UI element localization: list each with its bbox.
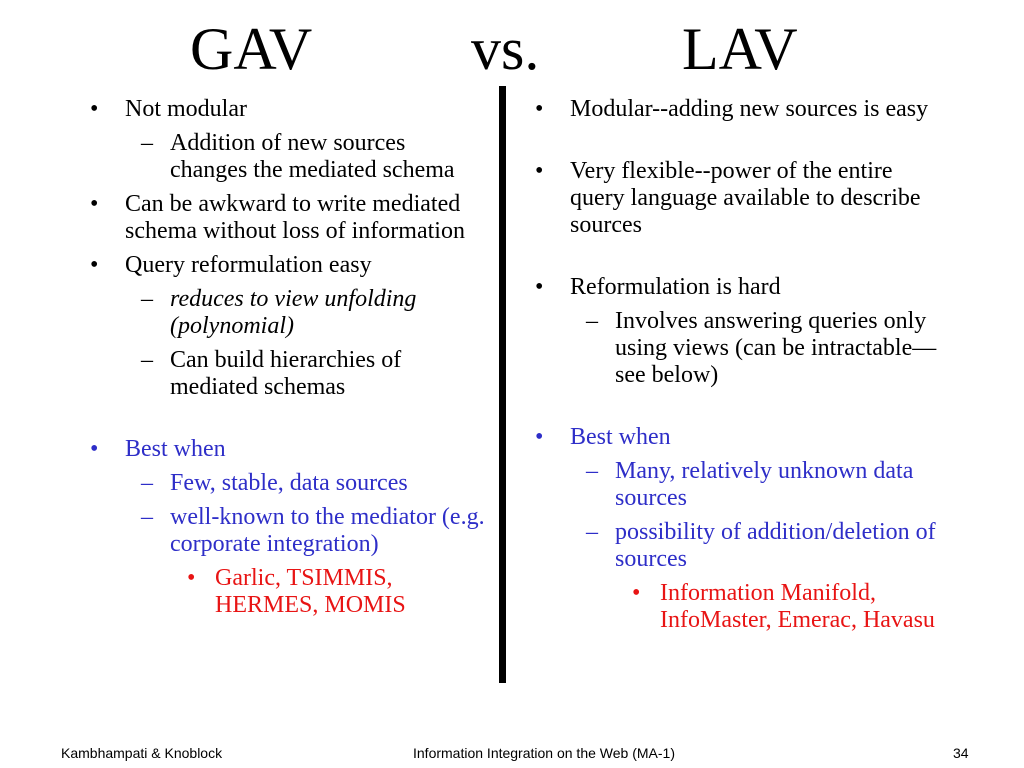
gav-subbullet-well-known [88, 504, 488, 558]
bullet-text: Best when [570, 424, 671, 450]
gav-subbullet-few-sources [88, 470, 488, 497]
bullet-marker: • [90, 191, 99, 217]
title-vs: vs. [471, 16, 540, 82]
gav-column [88, 96, 488, 619]
gav-subbullet-hierarchies [88, 347, 488, 401]
subbullet-text: reduces to view unfolding (polynomial) [170, 286, 417, 339]
bullet-text: Query reformulation easy [125, 252, 372, 278]
gav-bullet-best-when [88, 436, 488, 463]
bullet-marker: • [90, 252, 99, 278]
dash-marker: – [141, 286, 153, 312]
lav-subbullet-addition-deletion [533, 519, 948, 573]
bullet-text: Very flexible--power of the entire query language available to describe sources [570, 158, 921, 238]
subbullet-text: Few, stable, data sources [170, 470, 408, 496]
systems-text: Garlic, TSIMMIS, HERMES, MOMIS [215, 565, 406, 618]
bullet-marker: • [535, 424, 544, 450]
bullet-marker: • [90, 96, 99, 122]
bullet-marker: • [535, 96, 544, 122]
footer-authors: Kambhampati & Knoblock [61, 745, 223, 761]
bullet-marker: • [632, 580, 641, 606]
gav-subbullet-addition [88, 130, 488, 184]
lav-subbullet-views [533, 308, 948, 389]
subbullet-text: well-known to the mediator (e.g. corporate integration) [170, 504, 485, 557]
lav-bullet-reformulation [533, 274, 948, 301]
bullet-marker: • [535, 274, 544, 300]
dash-marker: – [586, 519, 598, 545]
bullet-text: Modular--adding new sources is easy [570, 96, 929, 122]
title-gav: GAV [190, 16, 313, 82]
subbullet-text: Can build hierarchies of mediated schemas [170, 347, 402, 400]
dash-marker: – [586, 308, 598, 334]
bullet-text: Can be awkward to write mediated schema without loss of information [125, 191, 465, 244]
subbullet-text: Involves answering queries only using views (can be intractable—see below) [615, 308, 937, 388]
subbullet-text: Addition of new sources changes the mediated schema [170, 130, 455, 183]
bullet-marker: • [187, 565, 196, 591]
gav-systems-list [88, 565, 488, 619]
lav-subbullet-many-sources [533, 458, 948, 512]
gav-subbullet-unfolding [88, 286, 488, 340]
subbullet-text: Many, relatively unknown data sources [615, 458, 914, 511]
lav-bullet-best-when [533, 424, 948, 451]
footer-page-number: 34 [953, 745, 969, 761]
bullet-marker: • [535, 158, 544, 184]
dash-marker: – [141, 347, 153, 373]
column-divider [499, 86, 506, 683]
bullet-text: Not modular [125, 96, 247, 122]
dash-marker: – [586, 458, 598, 484]
gav-bullet-awkward [88, 191, 488, 245]
gav-bullet-not-modular [88, 96, 488, 123]
dash-marker: – [141, 504, 153, 530]
bullet-text: Best when [125, 436, 226, 462]
footer-course-title: Information Integration on the Web (MA-1) [413, 745, 675, 761]
lav-bullet-modular [533, 96, 948, 123]
dash-marker: – [141, 470, 153, 496]
lav-bullet-flexible [533, 158, 948, 239]
title-lav: LAV [682, 16, 798, 82]
lav-column [533, 96, 948, 634]
bullet-marker: • [90, 436, 99, 462]
systems-text: Information Manifold, InfoMaster, Emerac, Havasu [660, 580, 935, 633]
subbullet-text: possibility of addition/deletion of sources [615, 519, 936, 572]
bullet-text: Reformulation is hard [570, 274, 781, 300]
dash-marker: – [141, 130, 153, 156]
lav-systems-list [533, 580, 948, 634]
gav-bullet-reformulation [88, 252, 488, 279]
